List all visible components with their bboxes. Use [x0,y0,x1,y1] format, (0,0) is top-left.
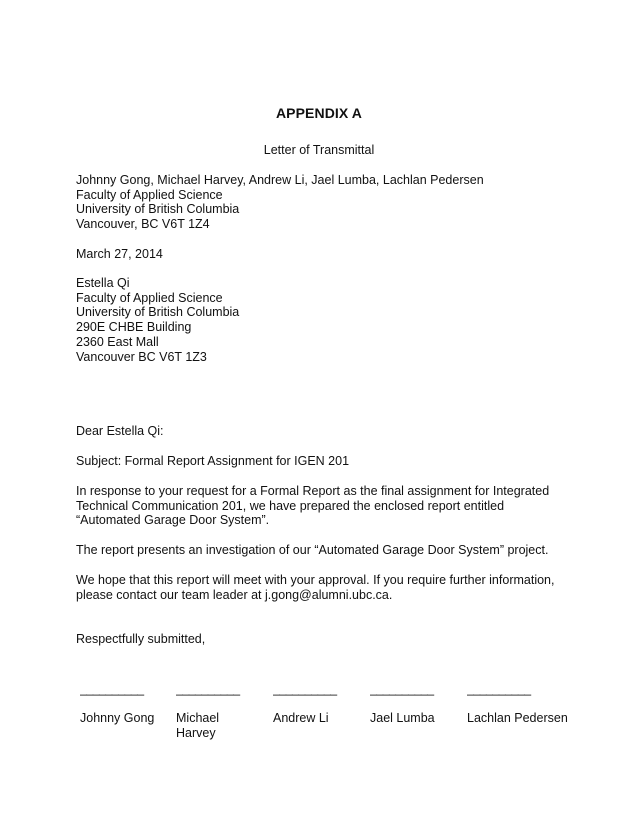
salutation: Dear Estella Qi: [76,424,164,438]
recipient-address [76,276,576,364]
signatory-name: Johnny Gong [80,711,155,725]
signatory-name: Michael Harvey [176,711,220,740]
signature-line: __________ [80,682,144,696]
signature-block [467,682,587,726]
body-paragraph-3 [76,573,576,602]
letter-date: March 27, 2014 [76,247,163,261]
body-paragraph-1 [76,484,576,528]
subject-line: Subject: Formal Report Assignment for IGEN 201 [76,454,350,468]
sender-address [76,173,576,232]
body-paragraph-1-line: Technical Communication 201, we have prepared the enclosed report entitled [76,498,505,513]
body-paragraph-1-line: In response to your request for a Formal Report as the final assignment for Integrated [76,484,550,498]
signatory-name: Jael Lumba [370,711,435,725]
recipient-street: 2360 East Mall [76,334,159,349]
recipient-city: Vancouver BC V6T 1Z3 [76,349,207,364]
signatory-name: Andrew Li [273,711,329,725]
signature-block [370,682,465,726]
closing: Respectfully submitted, [76,632,206,646]
recipient-faculty: Faculty of Applied Science [76,290,223,305]
sender-city: Vancouver, BC V6T 1Z4 [76,217,210,232]
body-paragraph-3-line: please contact our team leader at j.gong@alumni.ubc.ca. [76,587,393,602]
signature-block [273,682,368,726]
appendix-title: APPENDIX A [275,105,363,121]
body-paragraph-1-line: “Automated Garage Door System”. [76,513,270,528]
signature-line: __________ [176,682,240,696]
sender-faculty: Faculty of Applied Science [76,187,223,202]
signature-line: __________ [370,682,434,696]
signature-line: __________ [467,682,531,696]
recipient-name: Estella Qi [76,276,130,290]
recipient-building: 290E CHBE Building [76,320,192,335]
signature-line: __________ [273,682,337,696]
recipient-university: University of British Columbia [76,305,240,320]
sender-names: Johnny Gong, Michael Harvey, Andrew Li, Jael Lumba, Lachlan Pedersen [76,173,484,187]
signatory-name: Lachlan Pedersen [467,711,568,725]
sender-university: University of British Columbia [76,202,240,217]
signature-block [80,682,175,726]
signature-block [176,682,256,740]
body-paragraph-3-line: We hope that this report will meet with your approval. If you require further information, [76,573,555,587]
appendix-subtitle: Letter of Transmittal [263,143,375,157]
body-paragraph-2: The report presents an investigation of our “Automated Garage Door System” project. [76,543,549,557]
